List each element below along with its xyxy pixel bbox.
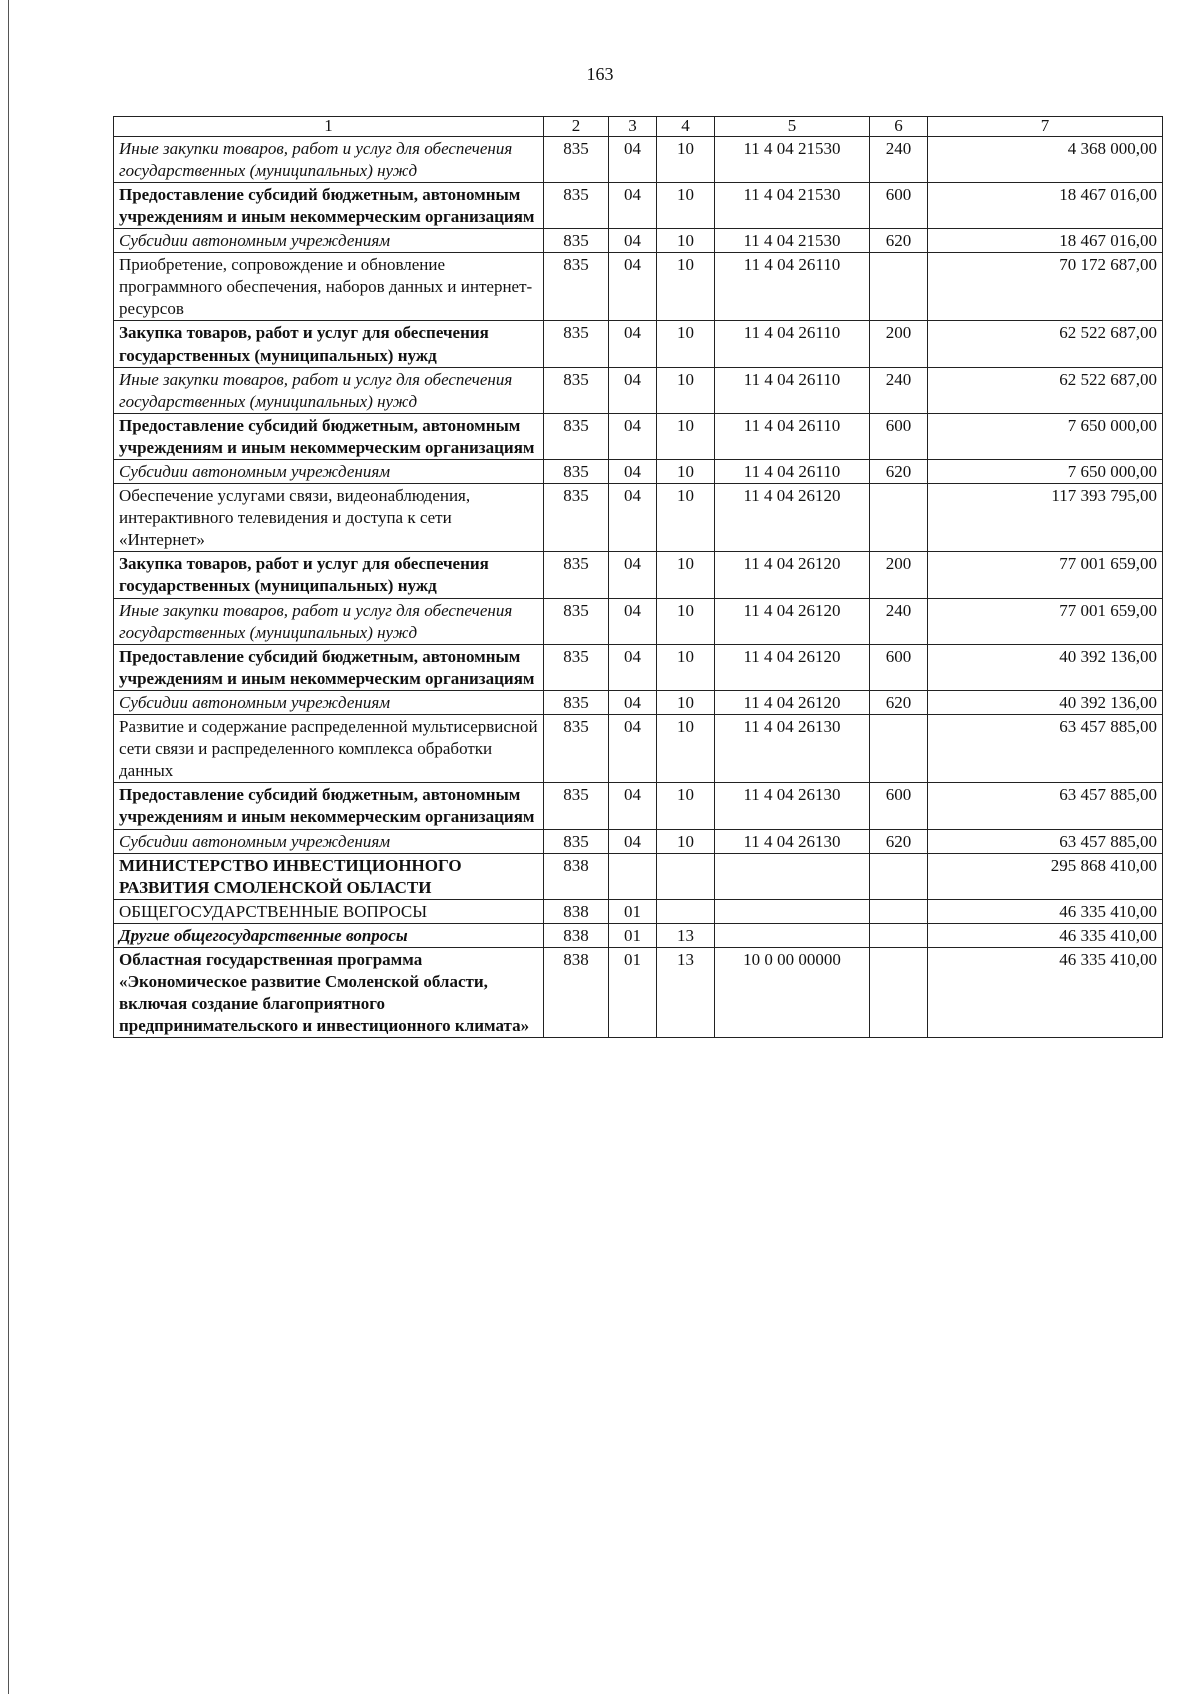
row-name-cell — [114, 783, 544, 829]
row-target-cell: 11 4 04 26130 — [715, 783, 870, 829]
row-amount-cell: 77 001 659,00 — [928, 598, 1163, 644]
row-amount-cell: 117 393 795,00 — [928, 484, 1163, 552]
row-target-cell: 11 4 04 26120 — [715, 598, 870, 644]
table-row — [114, 853, 1163, 899]
row-section-cell: 04 — [609, 644, 657, 690]
row-subsection-cell: 10 — [657, 484, 715, 552]
row-subsection-cell: 10 — [657, 229, 715, 253]
row-type-cell: 240 — [870, 136, 928, 182]
row-type-cell: 600 — [870, 182, 928, 228]
row-description: МИНИСТЕРСТВО ИНВЕСТИЦИОННОГО РАЗВИТИЯ СМОЛЕНСКОЙ ОБЛАСТИ — [119, 855, 462, 897]
row-target-cell: 11 4 04 26130 — [715, 715, 870, 783]
row-type-cell — [870, 947, 928, 1037]
table-row — [114, 899, 1163, 923]
table-row — [114, 783, 1163, 829]
row-section-cell: 04 — [609, 229, 657, 253]
row-code-cell: 835 — [544, 136, 609, 182]
row-amount-cell: 63 457 885,00 — [928, 783, 1163, 829]
row-section-cell: 01 — [609, 923, 657, 947]
table-row — [114, 484, 1163, 552]
row-code-cell: 835 — [544, 783, 609, 829]
table-row — [114, 715, 1163, 783]
row-amount-cell: 7 650 000,00 — [928, 460, 1163, 484]
row-amount-cell: 18 467 016,00 — [928, 229, 1163, 253]
row-subsection-cell: 10 — [657, 367, 715, 413]
row-name-cell — [114, 484, 544, 552]
row-type-cell: 200 — [870, 552, 928, 598]
row-target-cell — [715, 899, 870, 923]
row-description: Развитие и содержание распределенной мультисервисной сети связи и распределенного комплекса обработки данных — [119, 717, 538, 781]
row-name-cell — [114, 829, 544, 853]
row-target-cell: 11 4 04 26120 — [715, 484, 870, 552]
row-code-cell: 835 — [544, 644, 609, 690]
row-target-cell: 11 4 04 26110 — [715, 367, 870, 413]
row-section-cell: 04 — [609, 829, 657, 853]
column-header-6: 6 — [870, 117, 928, 137]
row-target-cell — [715, 853, 870, 899]
table-row — [114, 829, 1163, 853]
row-subsection-cell: 10 — [657, 783, 715, 829]
row-code-cell: 835 — [544, 829, 609, 853]
row-code-cell: 835 — [544, 413, 609, 459]
row-name-cell — [114, 321, 544, 367]
row-section-cell: 04 — [609, 367, 657, 413]
row-amount-cell: 77 001 659,00 — [928, 552, 1163, 598]
row-code-cell: 838 — [544, 899, 609, 923]
row-target-cell: 11 4 04 26110 — [715, 413, 870, 459]
left-margin-line — [8, 0, 9, 1694]
row-name-cell — [114, 413, 544, 459]
row-code-cell: 835 — [544, 229, 609, 253]
table-row — [114, 136, 1163, 182]
row-type-cell: 600 — [870, 783, 928, 829]
row-name-cell — [114, 552, 544, 598]
row-amount-cell: 62 522 687,00 — [928, 367, 1163, 413]
row-amount-cell: 18 467 016,00 — [928, 182, 1163, 228]
row-type-cell: 620 — [870, 460, 928, 484]
row-section-cell: 04 — [609, 783, 657, 829]
row-description: Предоставление субсидий бюджетным, автономным учреждениям и иным некоммерческим организациям — [119, 415, 535, 457]
row-subsection-cell: 10 — [657, 829, 715, 853]
table-row — [114, 253, 1163, 321]
row-subsection-cell — [657, 899, 715, 923]
page-number: 163 — [586, 64, 614, 84]
row-section-cell: 04 — [609, 484, 657, 552]
table-row — [114, 367, 1163, 413]
row-description: Закупка товаров, работ и услуг для обеспечения государственных (муниципальных) нужд — [119, 323, 489, 365]
row-subsection-cell: 10 — [657, 598, 715, 644]
row-subsection-cell: 10 — [657, 460, 715, 484]
row-target-cell: 11 4 04 21530 — [715, 136, 870, 182]
table-row — [114, 598, 1163, 644]
budget-table-body — [114, 117, 1163, 1038]
row-name-cell — [114, 853, 544, 899]
row-code-cell: 835 — [544, 367, 609, 413]
row-section-cell: 04 — [609, 182, 657, 228]
row-subsection-cell: 10 — [657, 253, 715, 321]
row-description: Областная государственная программа «Экономическое развитие Смоленской области, включая создание благоприятного предпринимательского и инвестиционного климата» — [119, 949, 530, 1036]
column-header-4: 4 — [657, 117, 715, 137]
row-name-cell — [114, 460, 544, 484]
row-name-cell — [114, 715, 544, 783]
row-description: Субсидии автономным учреждениям — [119, 692, 391, 712]
row-type-cell: 600 — [870, 644, 928, 690]
row-code-cell: 838 — [544, 853, 609, 899]
row-type-cell — [870, 899, 928, 923]
row-description: Приобретение, сопровождение и обновление программного обеспечения, наборов данных и интернет-ресурсов — [119, 255, 533, 319]
row-type-cell: 240 — [870, 598, 928, 644]
row-section-cell: 04 — [609, 321, 657, 367]
row-amount-cell: 63 457 885,00 — [928, 715, 1163, 783]
row-type-cell: 620 — [870, 690, 928, 714]
row-amount-cell: 7 650 000,00 — [928, 413, 1163, 459]
row-description: Обеспечение услугами связи, видеонаблюдения, интерактивного телевидения и доступа к сети «Интернет» — [119, 486, 471, 550]
row-code-cell: 835 — [544, 460, 609, 484]
row-amount-cell: 63 457 885,00 — [928, 829, 1163, 853]
row-target-cell: 10 0 00 00000 — [715, 947, 870, 1037]
table-row — [114, 644, 1163, 690]
column-header-5: 5 — [715, 117, 870, 137]
row-code-cell: 838 — [544, 923, 609, 947]
row-code-cell: 835 — [544, 253, 609, 321]
row-code-cell: 835 — [544, 552, 609, 598]
table-row — [114, 413, 1163, 459]
row-name-cell — [114, 136, 544, 182]
row-amount-cell: 46 335 410,00 — [928, 923, 1163, 947]
row-description: Субсидии автономным учреждениям — [119, 831, 391, 851]
table-row — [114, 460, 1163, 484]
row-subsection-cell: 13 — [657, 947, 715, 1037]
row-name-cell — [114, 229, 544, 253]
budget-table — [113, 116, 1163, 1038]
row-name-cell — [114, 923, 544, 947]
row-description: Иные закупки товаров, работ и услуг для обеспечения государственных (муниципальных) нужд — [119, 138, 513, 180]
row-code-cell: 835 — [544, 690, 609, 714]
row-code-cell: 838 — [544, 947, 609, 1037]
row-subsection-cell — [657, 853, 715, 899]
row-subsection-cell: 13 — [657, 923, 715, 947]
row-description: Иные закупки товаров, работ и услуг для обеспечения государственных (муниципальных) нужд — [119, 369, 513, 411]
row-description: Субсидии автономным учреждениям — [119, 231, 391, 251]
row-amount-cell: 40 392 136,00 — [928, 644, 1163, 690]
row-description: Субсидии автономным учреждениям — [119, 462, 391, 481]
row-subsection-cell: 10 — [657, 644, 715, 690]
column-header-3: 3 — [609, 117, 657, 137]
row-target-cell: 11 4 04 26110 — [715, 460, 870, 484]
row-subsection-cell: 10 — [657, 136, 715, 182]
column-header-2: 2 — [544, 117, 609, 137]
column-header-1: 1 — [114, 117, 544, 137]
row-subsection-cell: 10 — [657, 321, 715, 367]
row-amount-cell: 70 172 687,00 — [928, 253, 1163, 321]
row-code-cell: 835 — [544, 715, 609, 783]
row-section-cell: 04 — [609, 136, 657, 182]
row-code-cell: 835 — [544, 182, 609, 228]
row-description: Предоставление субсидий бюджетным, автономным учреждениям и иным некоммерческим организациям — [119, 646, 535, 688]
row-description: Другие общегосударственные вопросы — [119, 925, 408, 945]
table-row — [114, 182, 1163, 228]
row-subsection-cell: 10 — [657, 552, 715, 598]
row-subsection-cell: 10 — [657, 715, 715, 783]
row-section-cell: 01 — [609, 947, 657, 1037]
row-target-cell: 11 4 04 26120 — [715, 552, 870, 598]
row-type-cell: 200 — [870, 321, 928, 367]
row-amount-cell: 295 868 410,00 — [928, 853, 1163, 899]
row-type-cell — [870, 853, 928, 899]
row-description: Предоставление субсидий бюджетным, автономным учреждениям и иным некоммерческим организациям — [119, 785, 535, 827]
row-target-cell — [715, 923, 870, 947]
row-section-cell: 04 — [609, 552, 657, 598]
row-target-cell: 11 4 04 21530 — [715, 229, 870, 253]
row-section-cell: 04 — [609, 460, 657, 484]
table-row — [114, 690, 1163, 714]
row-section-cell: 04 — [609, 253, 657, 321]
row-description: Иные закупки товаров, работ и услуг для обеспечения государственных (муниципальных) нужд — [119, 600, 513, 642]
row-type-cell — [870, 484, 928, 552]
row-type-cell: 620 — [870, 229, 928, 253]
row-code-cell: 835 — [544, 598, 609, 644]
table-row — [114, 552, 1163, 598]
row-amount-cell: 62 522 687,00 — [928, 321, 1163, 367]
column-header-7: 7 — [928, 117, 1163, 137]
column-number-row — [114, 117, 1163, 137]
row-name-cell — [114, 690, 544, 714]
row-section-cell: 04 — [609, 715, 657, 783]
row-description: Предоставление субсидий бюджетным, автономным учреждениям и иным некоммерческим организациям — [119, 184, 535, 226]
row-amount-cell: 46 335 410,00 — [928, 899, 1163, 923]
row-code-cell: 835 — [544, 484, 609, 552]
row-code-cell: 835 — [544, 321, 609, 367]
row-name-cell — [114, 899, 544, 923]
row-type-cell: 620 — [870, 829, 928, 853]
row-subsection-cell: 10 — [657, 690, 715, 714]
row-target-cell: 11 4 04 26120 — [715, 690, 870, 714]
row-subsection-cell: 10 — [657, 413, 715, 459]
table-row — [114, 947, 1163, 1037]
row-target-cell: 11 4 04 26110 — [715, 321, 870, 367]
row-section-cell: 01 — [609, 899, 657, 923]
row-section-cell: 04 — [609, 598, 657, 644]
row-amount-cell: 40 392 136,00 — [928, 690, 1163, 714]
row-description: ОБЩЕГОСУДАРСТВЕННЫЕ ВОПРОСЫ — [119, 901, 428, 921]
row-name-cell — [114, 598, 544, 644]
row-name-cell — [114, 947, 544, 1037]
table-row — [114, 321, 1163, 367]
row-target-cell: 11 4 04 21530 — [715, 182, 870, 228]
row-section-cell: 04 — [609, 413, 657, 459]
row-amount-cell: 46 335 410,00 — [928, 947, 1163, 1037]
row-section-cell: 04 — [609, 690, 657, 714]
row-name-cell — [114, 644, 544, 690]
row-type-cell — [870, 253, 928, 321]
row-subsection-cell: 10 — [657, 182, 715, 228]
row-name-cell — [114, 253, 544, 321]
table-row — [114, 229, 1163, 253]
row-section-cell — [609, 853, 657, 899]
row-name-cell — [114, 182, 544, 228]
row-name-cell — [114, 367, 544, 413]
row-description: Закупка товаров, работ и услуг для обеспечения государственных (муниципальных) нужд — [119, 554, 489, 596]
row-target-cell: 11 4 04 26130 — [715, 829, 870, 853]
row-amount-cell: 4 368 000,00 — [928, 136, 1163, 182]
row-type-cell: 240 — [870, 367, 928, 413]
row-type-cell: 600 — [870, 413, 928, 459]
row-target-cell: 11 4 04 26110 — [715, 253, 870, 321]
table-row — [114, 923, 1163, 947]
row-type-cell — [870, 923, 928, 947]
row-type-cell — [870, 715, 928, 783]
row-target-cell: 11 4 04 26120 — [715, 644, 870, 690]
